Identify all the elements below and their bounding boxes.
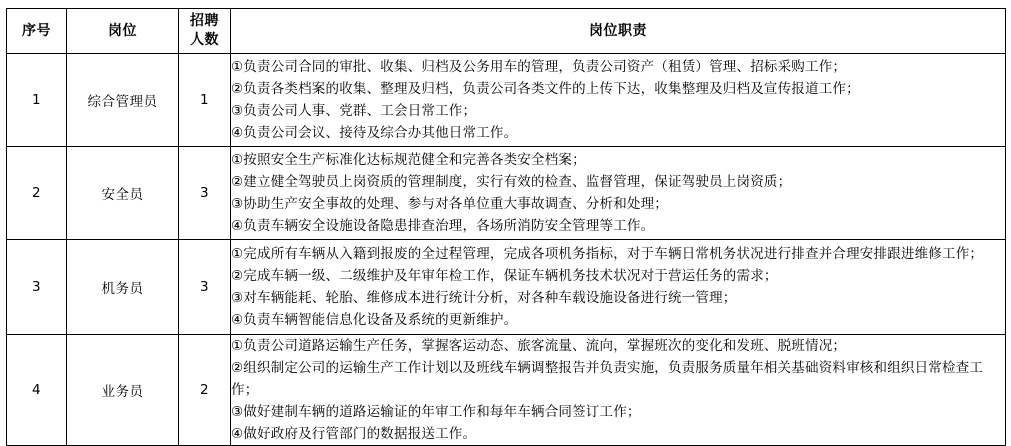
column-header-duty: 岗位职责 [231,9,1006,54]
duty-line: ③对车辆能耗、轮胎、维修成本进行统计分析，对各种车载设施设备进行统一管理； [231,290,737,306]
column-header-count [179,9,231,54]
duty-line: ②建立健全驾驶员上岗资质的管理制度，实行有效的检查、监督管理，保证驾驶员上岗资质； [231,174,792,190]
row-duty [231,54,1006,147]
row-post: 综合管理员 [67,54,179,147]
table-header-row [7,9,1006,54]
duty-line: ②组织制定公司的运输生产工作计划以及班线车辆调整报告并负责实施，负责服务质量年相关基础资料审核和组织日常检查工作； [231,360,984,398]
table-row [7,240,1006,335]
row-no: 4 [7,335,67,446]
duty-line: ②负责各类档案的收集、整理及归档，负责公司各类文件的上传下达，收集整理及归档及宣传报道工作； [231,81,860,97]
duty-line: ④负责车辆智能信息化设备及系统的更新维护。 [231,312,518,328]
column-header-count-line2: 人数 [190,32,219,48]
table-body [7,54,1006,446]
row-count: 2 [179,335,231,446]
duty-line: ④做好政府及行管部门的数据报送工作。 [231,426,477,442]
row-post: 机务员 [67,240,179,335]
job-duty-table [6,8,1006,446]
table-row [7,147,1006,240]
row-no: 2 [7,147,67,240]
column-header-post: 岗位 [67,9,179,54]
row-post: 业务员 [67,335,179,446]
duty-line: ③做好建制车辆的道路运输证的年审工作和每年车辆合同签订工作； [231,404,641,420]
row-post: 安全员 [67,147,179,240]
duty-line: ④负责公司会议、接待及综合办其他日常工作。 [231,125,518,141]
duty-line: ②完成车辆一级、二级维护及年审年检工作，保证车辆机务技术状况对于营运任务的需求； [231,268,778,284]
row-duty [231,240,1006,335]
table-header [7,9,1006,54]
row-duty [231,335,1006,446]
duty-line: ③协助生产安全事故的处理、参与对各单位重大事故调查、分析和处理； [231,196,669,212]
row-no: 1 [7,54,67,147]
duty-line: ①按照安全生产标准化达标规范健全和完善各类安全档案； [231,152,586,168]
row-count: 3 [179,147,231,240]
table-row [7,335,1006,446]
column-header-no: 序号 [7,9,67,54]
duty-line: ①负责公司合同的审批、收集、归档及公务用车的管理，负责公司资产（租赁）管理、招标采购工作； [231,59,847,75]
duty-line: ①完成所有车辆从入籍到报废的全过程管理，完成各项机务指标，对于车辆日常机务状况进行排查并合理安排跟进维修工作； [231,246,984,262]
duty-line: ③负责公司人事、党群、工会日常工作； [231,103,477,119]
row-count: 1 [179,54,231,147]
duty-line: ①负责公司道路运输生产任务，掌握客运动态、旅客流量、流向，掌握班次的变化和发班、脱班情况； [231,338,847,354]
row-duty [231,147,1006,240]
row-no: 3 [7,240,67,335]
duty-line: ④负责车辆安全设施设备隐患排查治理，各场所消防安全管理等工作。 [231,218,655,234]
row-count: 3 [179,240,231,335]
table-row [7,54,1006,147]
column-header-count-line1: 招聘 [190,13,219,29]
